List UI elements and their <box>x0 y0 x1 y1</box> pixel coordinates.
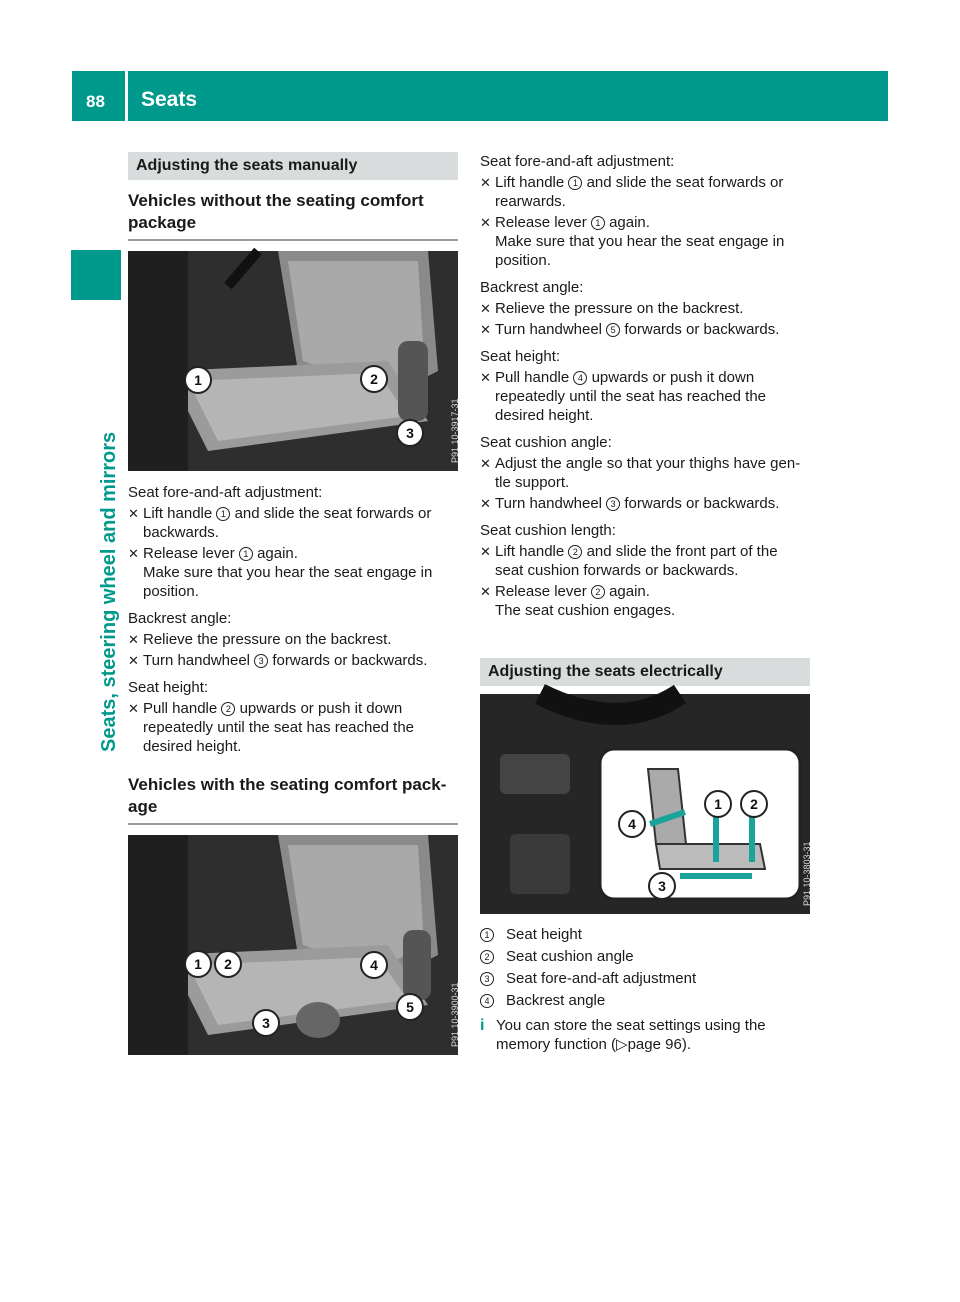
num-icon: 4 <box>480 994 494 1008</box>
callout-2: 2 <box>214 950 242 978</box>
num-icon: 2 <box>221 702 235 716</box>
callout-4: 4 <box>618 810 646 838</box>
arrow-icon: ✕ <box>480 322 491 337</box>
callout-2: 2 <box>740 790 768 818</box>
legend-text: Seat fore-and-aft adjustment <box>506 970 697 987</box>
callout-1: 1 <box>184 950 212 978</box>
arrow-icon: ✕ <box>128 701 139 716</box>
arrow-icon: ✕ <box>480 456 491 471</box>
arrow-icon: ✕ <box>480 215 491 230</box>
legend-text: Seat height <box>506 926 582 943</box>
header-divider <box>125 71 128 121</box>
section-heading-manual: Adjusting the seats manually <box>128 152 458 180</box>
step <box>480 299 810 318</box>
num-icon: 1 <box>480 928 494 942</box>
label-fore-aft: Seat fore-and-aft adjustment: <box>128 484 323 501</box>
label-fore-aft: Seat fore-and-aft adjustment: <box>480 153 675 170</box>
step <box>128 630 458 649</box>
section-heading-electric: Adjusting the seats electrically <box>480 658 810 686</box>
step-text: Relieve the pressure on the backrest. <box>143 631 392 648</box>
callout-5: 5 <box>396 993 424 1021</box>
arrow-icon: ✕ <box>480 370 491 385</box>
callout-1: 1 <box>704 790 732 818</box>
step-note: Make sure that you hear the seat engage in position. <box>495 233 785 269</box>
arrow-icon: ✕ <box>480 584 491 599</box>
arrow-icon: ✕ <box>480 496 491 511</box>
step <box>128 699 458 756</box>
callout-4: 4 <box>360 951 388 979</box>
num-icon: 3 <box>254 654 268 668</box>
step-text: upwards or push it down repeatedly until the seat has reached the desired height. <box>495 369 767 424</box>
step-text: and slide the seat forwards or rearwards. <box>495 174 784 210</box>
step-note: The seat cushion engages. <box>495 602 676 619</box>
side-tab-marker <box>71 250 121 300</box>
step <box>128 504 458 542</box>
seat-photo-manual <box>128 251 458 471</box>
step <box>480 454 810 492</box>
arrow-icon: ✕ <box>128 632 139 647</box>
step <box>480 494 810 513</box>
step-text: forwards or backwards. <box>624 321 780 338</box>
seat-control-photo <box>480 694 810 914</box>
page-ref-link[interactable]: page 96 <box>627 1036 682 1053</box>
seat-illustration <box>128 835 458 1055</box>
arrow-icon: ✕ <box>128 653 139 668</box>
label-cushion-length: Seat cushion length: <box>480 522 616 539</box>
label-backrest: Backrest angle: <box>480 279 584 296</box>
step-text: and slide the seat forwards or backwards. <box>143 505 432 541</box>
arrow-icon: ✕ <box>128 546 139 561</box>
step-text: Lift handle <box>143 505 213 522</box>
step-text: again. <box>257 545 298 562</box>
step-text: Lift handle <box>495 174 565 191</box>
num-icon: 2 <box>591 585 605 599</box>
step-text: Lift handle <box>495 543 565 560</box>
legend-text: Backrest angle <box>506 992 606 1009</box>
step-text: again. <box>609 583 650 600</box>
callout-3: 3 <box>252 1009 280 1037</box>
info-text: ). <box>681 1036 691 1053</box>
step <box>480 368 810 425</box>
callout-2: 2 <box>360 365 388 393</box>
step-text: Turn handwheel <box>495 321 603 338</box>
step <box>480 173 810 211</box>
label-backrest: Backrest angle: <box>128 610 232 627</box>
step <box>128 544 458 601</box>
step-text: Adjust the angle so that your thighs have gen- tle support. <box>495 455 801 491</box>
num-icon: 2 <box>568 545 582 559</box>
legend-item <box>480 991 810 1010</box>
step <box>128 651 458 670</box>
num-icon: 5 <box>606 323 620 337</box>
step <box>480 542 810 580</box>
label-height: Seat height: <box>480 348 561 365</box>
label-cushion-angle: Seat cushion angle: <box>480 434 612 451</box>
step <box>480 320 810 339</box>
legend-item <box>480 947 810 966</box>
num-icon: 3 <box>480 972 494 986</box>
arrow-icon: ✕ <box>480 544 491 559</box>
step-text: Relieve the pressure on the backrest. <box>495 300 744 317</box>
legend-item <box>480 925 810 944</box>
step-text: Pull handle <box>143 700 218 717</box>
label-height: Seat height: <box>128 679 209 696</box>
subheading-comfort: Vehicles with the seating comfort pack- age <box>128 774 458 825</box>
step-text: upwards or push it down repeatedly until the seat has reached the desired height. <box>143 700 415 755</box>
num-icon: 1 <box>239 547 253 561</box>
legend-text: Seat cushion angle <box>506 948 634 965</box>
step-text: and slide the front part of the seat cushion forwards or backwards. <box>495 543 778 579</box>
step <box>480 213 810 270</box>
step-text: Turn handwheel <box>495 495 603 512</box>
step-text: forwards or backwards. <box>272 652 428 669</box>
info-icon: i <box>480 1017 485 1034</box>
image-code: P91.10-3900-31 <box>450 982 460 1047</box>
step-note: Make sure that you hear the seat engage in position. <box>143 564 433 600</box>
page-title: Seats <box>141 88 198 111</box>
step-text: Pull handle <box>495 369 570 386</box>
num-icon: 1 <box>568 176 582 190</box>
num-icon: 1 <box>216 507 230 521</box>
info-note <box>480 1016 810 1054</box>
right-column <box>480 152 810 1054</box>
step <box>480 582 810 620</box>
info-text: You can store the seat settings using the memory function ( <box>496 1017 766 1053</box>
page-number: 88 <box>86 92 105 111</box>
num-icon: 4 <box>573 371 587 385</box>
seat-photo-comfort <box>128 835 458 1055</box>
step-text: forwards or backwards. <box>624 495 780 512</box>
num-icon: 2 <box>480 950 494 964</box>
subheading-no-comfort: Vehicles without the seating comfort package <box>128 190 458 241</box>
step-text: Release lever <box>143 545 235 562</box>
page-ref-arrow-icon: ▷ <box>616 1036 628 1053</box>
num-icon: 1 <box>591 216 605 230</box>
step-text: Release lever <box>495 214 587 231</box>
side-tab-title: Seats, steering wheel and mirrors <box>98 431 120 752</box>
step-text: Release lever <box>495 583 587 600</box>
image-code: P91.10-3803-31 <box>802 841 812 906</box>
step-text: again. <box>609 214 650 231</box>
callout-3: 3 <box>648 872 676 900</box>
image-code: P91.10-3917-31 <box>450 398 460 463</box>
left-column <box>128 152 458 1055</box>
legend-item <box>480 969 810 988</box>
callout-3: 3 <box>396 419 424 447</box>
arrow-icon: ✕ <box>128 506 139 521</box>
callout-1: 1 <box>184 366 212 394</box>
arrow-icon: ✕ <box>480 175 491 190</box>
num-icon: 3 <box>606 497 620 511</box>
arrow-icon: ✕ <box>480 301 491 316</box>
step-text: Turn handwheel <box>143 652 251 669</box>
